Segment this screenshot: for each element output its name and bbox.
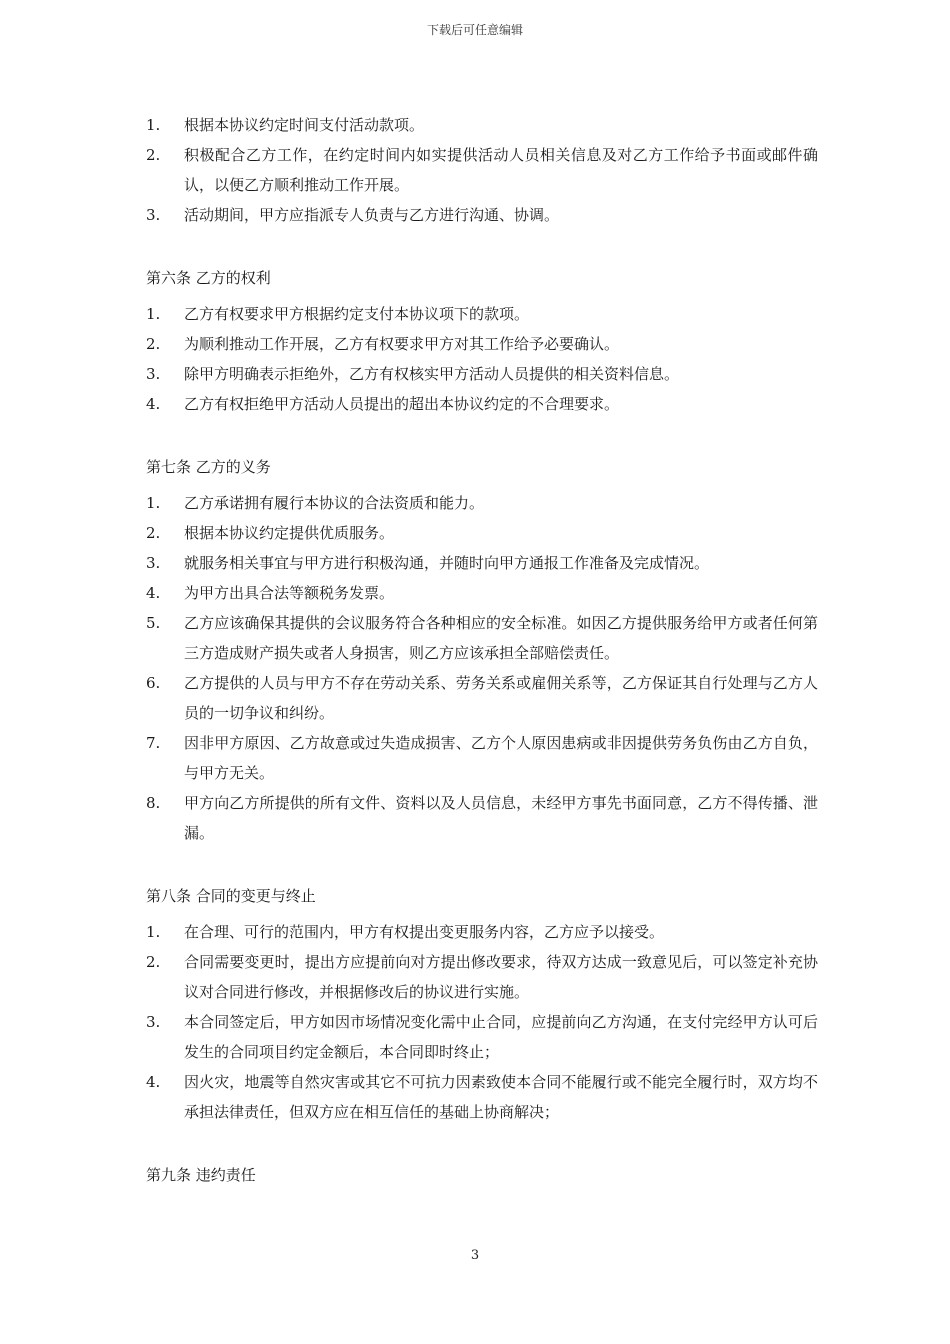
list-item: [146, 917, 818, 947]
item-number: 2.: [146, 335, 161, 353]
item-number: 7.: [146, 734, 161, 752]
article-7-list: [146, 488, 818, 848]
list-item: [146, 668, 818, 728]
list-item: [146, 947, 818, 1007]
list-item: [146, 548, 818, 578]
item-text: 因火灾，地震等自然灾害或其它不可抗力因素致使本合同不能履行或不能完全履行时，双方均不承担法律责任，但双方应在相互信任的基础上协商解决；: [184, 1073, 818, 1121]
item-text: 因非甲方原因、乙方故意或过失造成损害、乙方个人原因患病或非因提供劳务负伤由乙方自负，与甲方无关。: [184, 734, 818, 782]
item-text: 根据本协议约定提供优质服务。: [184, 524, 395, 542]
item-number: 3.: [146, 1013, 161, 1031]
item-text: 甲方向乙方所提供的所有文件、资料以及人员信息，未经甲方事先书面同意，乙方不得传播、泄漏。: [184, 794, 818, 842]
item-text: 乙方有权拒绝甲方活动人员提出的超出本协议约定的不合理要求。: [184, 395, 620, 413]
list-item: [146, 299, 818, 329]
item-number: 1.: [146, 116, 161, 134]
list-item: [146, 359, 818, 389]
list-item: [146, 329, 818, 359]
item-number: 4.: [146, 395, 161, 413]
article-8-section: [146, 881, 818, 1127]
page-header: 下载后可任意编辑: [426, 23, 523, 37]
article-7-heading: 第七条 乙方的义务: [146, 458, 271, 476]
list-item: [146, 1007, 818, 1067]
document-body: [146, 110, 818, 1196]
item-text: 乙方承诺拥有履行本协议的合法资质和能力。: [184, 494, 485, 512]
list-item: [146, 140, 818, 200]
item-number: 6.: [146, 674, 161, 692]
page-number: 3: [470, 1248, 480, 1263]
item-number: 2.: [146, 146, 161, 164]
obligations-party-a-continued: [146, 110, 818, 230]
article-8-list: [146, 917, 818, 1127]
list-item: [146, 389, 818, 419]
item-text: 为顺利推动工作开展，乙方有权要求甲方对其工作给予必要确认。: [184, 335, 620, 353]
item-number: 2.: [146, 524, 161, 542]
list-item: [146, 728, 818, 788]
article-7-section: [146, 452, 818, 848]
item-number: 1.: [146, 494, 161, 512]
item-text: 根据本协议约定时间支付活动款项。: [184, 116, 425, 134]
item-text: 乙方提供的人员与甲方不存在劳动关系、劳务关系或雇佣关系等，乙方保证其自行处理与乙方人员的一切争议和纠纷。: [184, 674, 818, 722]
item-number: 5.: [146, 614, 161, 632]
item-text: 活动期间，甲方应指派专人负责与乙方进行沟通、协调。: [184, 206, 560, 224]
item-text: 乙方应该确保其提供的会议服务符合各种相应的安全标准。如因乙方提供服务给甲方或者任何第三方造成财产损失或者人身损害，则乙方应该承担全部赔偿责任。: [184, 614, 818, 662]
article-8-heading: 第八条 合同的变更与终止: [146, 887, 316, 905]
item-number: 4.: [146, 1073, 161, 1091]
list-item: [146, 488, 818, 518]
item-text: 本合同签定后，甲方如因市场情况变化需中止合同，应提前向乙方沟通，在支付完经甲方认可后发生的合同项目约定金额后，本合同即时终止；: [184, 1013, 818, 1061]
item-number: 1.: [146, 923, 161, 941]
item-number: 1.: [146, 305, 161, 323]
article-9-section: [146, 1160, 818, 1190]
item-text: 合同需要变更时，提出方应提前向对方提出修改要求，待双方达成一致意见后，可以签定补充协议对合同进行修改，并根据修改后的协议进行实施。: [184, 953, 818, 1001]
article-6-section: [146, 263, 818, 419]
party-a-obligations-list: [146, 110, 818, 230]
item-number: 8.: [146, 794, 161, 812]
item-text: 在合理、可行的范围内，甲方有权提出变更服务内容，乙方应予以接受。: [184, 923, 665, 941]
item-text: 乙方有权要求甲方根据约定支付本协议项下的款项。: [184, 305, 530, 323]
list-item: [146, 788, 818, 848]
item-text: 除甲方明确表示拒绝外，乙方有权核实甲方活动人员提供的相关资料信息。: [184, 365, 680, 383]
list-item: [146, 608, 818, 668]
item-number: 3.: [146, 206, 161, 224]
item-number: 2.: [146, 953, 161, 971]
item-text: 积极配合乙方工作，在约定时间内如实提供活动人员相关信息及对乙方工作给予书面或邮件确认，以便乙方顺利推动工作开展。: [184, 146, 818, 194]
list-item: [146, 200, 818, 230]
article-6-heading: 第六条 乙方的权利: [146, 269, 271, 287]
list-item: [146, 518, 818, 548]
list-item: [146, 110, 818, 140]
list-item: [146, 578, 818, 608]
item-number: 3.: [146, 554, 161, 572]
item-text: 就服务相关事宜与甲方进行积极沟通，并随时向甲方通报工作准备及完成情况。: [184, 554, 710, 572]
item-number: 4.: [146, 584, 161, 602]
item-text: 为甲方出具合法等额税务发票。: [184, 584, 395, 602]
list-item: [146, 1067, 818, 1127]
article-6-list: [146, 299, 818, 419]
article-9-heading: 第九条 违约责任: [146, 1166, 256, 1184]
item-number: 3.: [146, 365, 161, 383]
